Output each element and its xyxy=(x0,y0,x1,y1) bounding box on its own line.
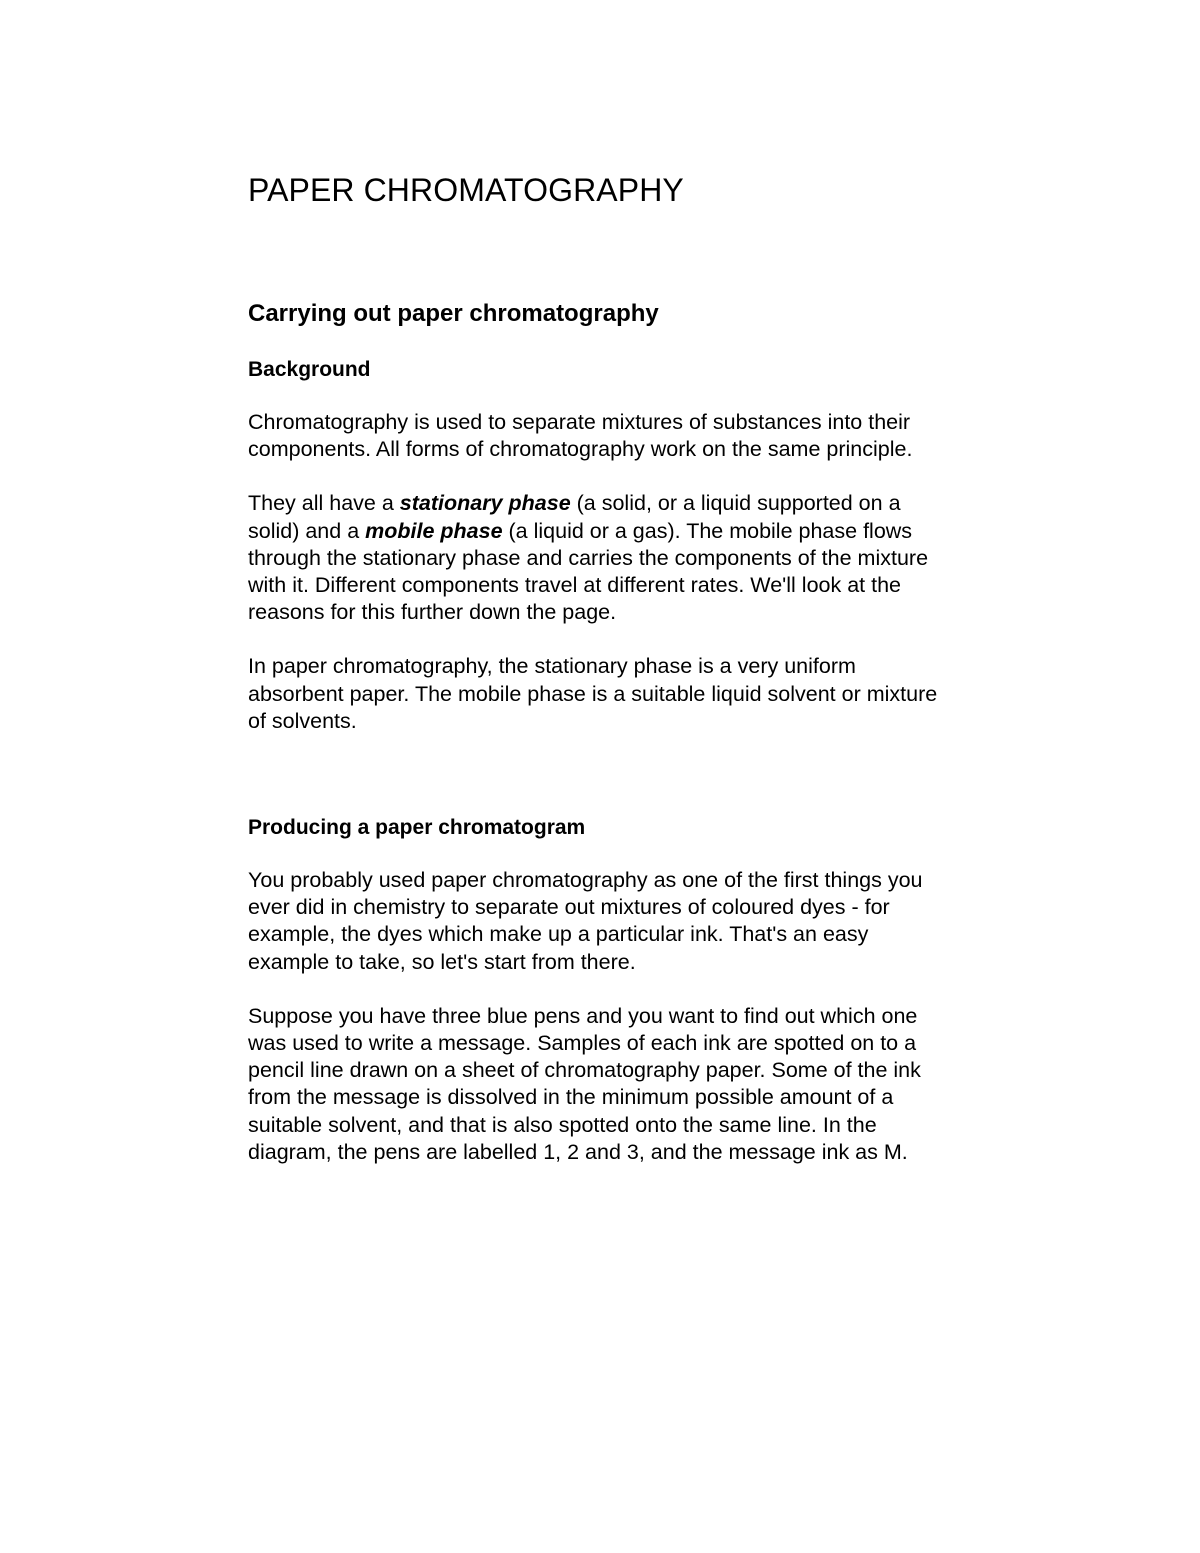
section-heading-carrying-out: Carrying out paper chromatography xyxy=(248,300,659,327)
term-mobile-phase: mobile phase xyxy=(365,518,503,543)
subheading-background: Background xyxy=(248,358,371,381)
spacer xyxy=(248,383,968,409)
spacer xyxy=(248,463,968,490)
spacer xyxy=(248,212,968,299)
spacer xyxy=(248,841,968,867)
paragraph-background-3: In paper chromatography, the stationary phase is a very uniform absorbent paper. The mobile phase is a suitable liquid solvent or mixture of solvents. xyxy=(248,654,938,733)
spacer xyxy=(248,735,968,814)
paragraph-text: They all have a xyxy=(248,491,400,516)
paragraph-text: (a solid, or a liquid supported on a solid) and a xyxy=(248,491,901,543)
document-title: PAPER CHROMATOGRAPHY xyxy=(248,172,684,208)
spacer xyxy=(248,626,968,653)
paragraph-producing-1: You probably used paper chromatography as one of the first things you ever did in chemistry to separate out mixtures of coloured dyes - for example, the dyes which make up a particular ink. That's an easy example to take, so let's start from there. xyxy=(248,868,923,974)
paragraph-background-1: Chromatography is used to separate mixtures of substances into their components. All forms of chromatography work on the same principle. xyxy=(248,410,913,462)
term-stationary-phase: stationary phase xyxy=(399,491,571,516)
document-page xyxy=(248,168,968,1166)
paragraph-background-2 xyxy=(248,490,948,626)
subheading-producing-chromatogram: Producing a paper chromatogram xyxy=(248,816,586,840)
spacer xyxy=(248,976,968,1003)
paragraph-producing-2: Suppose you have three blue pens and you want to find out which one was used to write a message. Samples of each ink are spotted on to a pencil line drawn on a sheet of chromatography paper. Some of the ink from the message is dissolved in the minimum possible amount of a suitable solvent, and that is also spotted onto the same line. In the diagram, the pens are labelled 1, 2 and 3, and the message ink as M. xyxy=(248,1003,921,1164)
spacer xyxy=(248,329,968,356)
paragraph-text: (a liquid or a gas). The mobile phase flows through the stationary phase and carries the components of the mixture with it. Different components travel at different rates. We'll look at the reasons for this further down the page. xyxy=(248,518,929,625)
